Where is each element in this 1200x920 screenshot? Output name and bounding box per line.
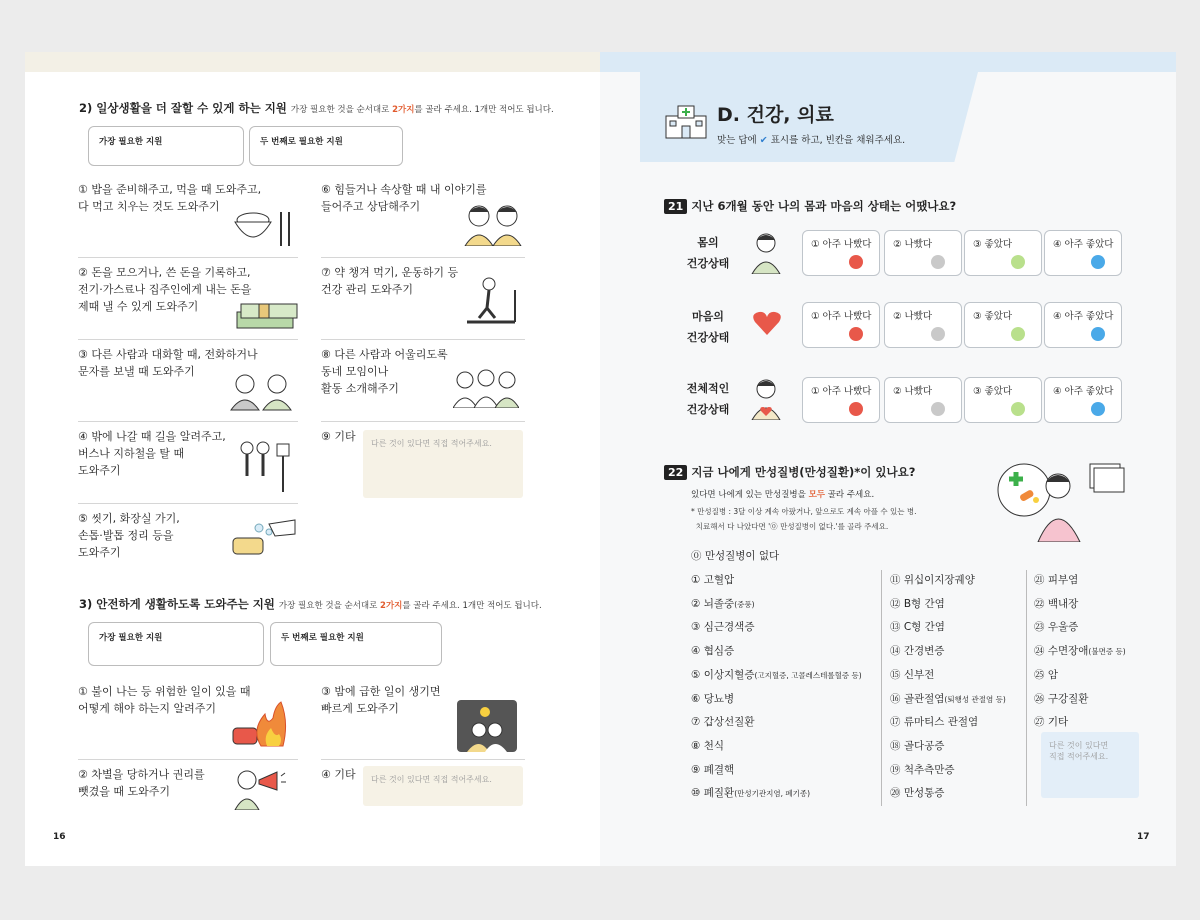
divider: [78, 257, 298, 258]
disease-option[interactable]: ⑯ 골관절염(퇴행성 관절염 등): [890, 692, 1006, 705]
page-number: 17: [1137, 832, 1150, 842]
left-page: [25, 52, 600, 866]
q2-first-choice-box[interactable]: 가장 필요한 지원: [88, 126, 244, 166]
q2-option-3[interactable]: ③ 다른 사람과 대화할 때, 전화하거나 문자를 보낼 때 도와주기: [78, 348, 258, 378]
disease-option[interactable]: ⑳ 만성통증: [890, 787, 945, 800]
person-heart-icon: [750, 378, 782, 420]
health-option-r1-c3[interactable]: [964, 230, 1042, 276]
health-option-r1-c4[interactable]: [1044, 230, 1122, 276]
health-option-r2-c4[interactable]: [1044, 302, 1122, 348]
q22-subtitle: 있다면 나에게 있는 만성질병을 모두 골라 주세요.: [691, 490, 875, 500]
health-option-r2-c2[interactable]: [884, 302, 962, 348]
happy-face-icon: [1091, 402, 1105, 416]
disease-option[interactable]: ⑮ 신부전: [890, 668, 935, 681]
disease-option[interactable]: ① 고혈압: [691, 574, 735, 586]
health-option-r3-c3[interactable]: [964, 377, 1042, 423]
rice-bowl-icon: [231, 206, 297, 250]
top-band: [25, 52, 600, 72]
q2-option-1[interactable]: ① 밥을 준비해주고, 먹을 때 도와주고, 다 먹고 치우는 것도 도와주기: [78, 183, 262, 213]
q2-second-choice-box[interactable]: 두 번째로 필요한 지원: [249, 126, 403, 166]
disease-option[interactable]: ⑥ 당뇨병: [691, 692, 735, 705]
disease-option[interactable]: ㉕ 암: [1034, 668, 1058, 681]
column-divider: [881, 570, 882, 806]
checkmark-icon: ✔: [759, 135, 768, 146]
right-page: [600, 52, 1176, 866]
health-option-r3-c4[interactable]: [1044, 377, 1122, 423]
disease-option[interactable]: ② 뇌졸중(중풍): [691, 597, 755, 610]
disease-option[interactable]: ⑫ B형 간염: [890, 597, 945, 610]
health-option-r1-c2[interactable]: [884, 230, 962, 276]
section-instruction: 맞는 답에 ✔ 표시를 하고, 빈칸을 채워주세요.: [717, 135, 906, 146]
disease-option[interactable]: ⑧ 천식: [691, 739, 725, 752]
option-label: ① 아주 나빴다: [811, 239, 872, 250]
divider: [78, 421, 298, 422]
disease-option[interactable]: ㉓ 우울증: [1034, 621, 1079, 634]
option-label: ④ 아주 좋았다: [1053, 311, 1114, 322]
happy-face-icon: [1091, 327, 1105, 341]
divider: [78, 503, 298, 504]
divider: [321, 759, 525, 760]
q3-etc-input[interactable]: 다른 것이 있다면 직접 적어주세요.: [363, 766, 523, 806]
q3-option-1[interactable]: ① 불이 나는 등 위험한 일이 있을 때 어떻게 해야 하는지 알려주기: [78, 685, 251, 715]
option-label: ② 나빴다: [893, 311, 933, 322]
q2-option-2[interactable]: ② 돈을 모으거나, 쓴 돈을 기록하고, 전기·가스료나 집주인에게 내는 돈을 제때 낼 수 있게 도와주기: [78, 266, 252, 313]
disease-option[interactable]: ㉔ 수면장애(불면증 등): [1034, 645, 1126, 658]
disease-option[interactable]: ⑰ 류마티스 관절염: [890, 716, 979, 729]
disease-option[interactable]: ⑤ 이상지혈증(고지혈증, 고콜레스테롤혈증 등): [691, 668, 862, 681]
disease-option[interactable]: ⑭ 간경변증: [890, 645, 945, 658]
q2-title: 2) 일상생활을 더 잘할 수 있게 하는 지원 가장 필요한 것을 순서대로 2가지를 골라 주세요. 1개만 적어도 됩니다.: [79, 101, 554, 115]
q21-number: 21: [664, 199, 687, 214]
two-people-comfort-icon: [463, 202, 523, 246]
disease-option[interactable]: ⑬ C형 간염: [890, 621, 945, 634]
health-option-r2-c1[interactable]: [802, 302, 880, 348]
row-label-body: 몸의 건강상태: [686, 236, 730, 270]
q22-title: 22 지금 나에게 만성질병(만성질환)*이 있나요?: [664, 464, 915, 480]
q2-option-5[interactable]: ⑤ 씻기, 화장실 가기, 손톱·발톱 정리 등을 도와주기: [78, 512, 180, 559]
heart-icon: [752, 310, 782, 336]
soap-washing-icon: [229, 518, 299, 560]
column-divider: [1026, 570, 1027, 806]
q22-note: * 만성질병 : 3달 이상 계속 아팠거나, 앞으로도 계속 아플 수 있는 병. 치료해서 다 나았다면 '⓪ 만성질병이 없다.'를 골라 주세요.: [691, 507, 917, 531]
happy-face-icon: [1091, 255, 1105, 269]
row-label-mind: 마음의 건강상태: [686, 310, 730, 344]
q3-title: 3) 안전하게 생활하도록 도와주는 지원 가장 필요한 것을 순서대로 2가지를 골라 주세요. 1개만 적어도 됩니다.: [79, 597, 542, 611]
divider: [321, 257, 525, 258]
page-number: 16: [53, 832, 66, 842]
divider: [78, 759, 298, 760]
disease-option[interactable]: ⑱ 골다공증: [890, 739, 945, 752]
row-label-overall: 전체적인 건강상태: [686, 382, 730, 416]
section-title: D. 건강, 의료: [717, 104, 834, 126]
disease-option[interactable]: ⑲ 척추측만증: [890, 763, 955, 776]
option-label: ③ 좋았다: [973, 311, 1013, 322]
top-band: [600, 52, 1176, 72]
q3-first-choice-box[interactable]: 가장 필요한 지원: [88, 622, 264, 666]
disease-option[interactable]: ③ 심근경색증: [691, 621, 755, 634]
q3-option-3[interactable]: ③ 밤에 급한 일이 생기면 빠르게 도와주기: [321, 685, 441, 715]
disease-option[interactable]: ⑩ 폐질환(만성기관지염, 폐기종): [691, 787, 811, 800]
disease-option-0[interactable]: ⓪ 만성질병이 없다: [691, 550, 780, 562]
night-help-icon: [457, 700, 517, 752]
megaphone-person-icon: [233, 768, 287, 810]
disease-option[interactable]: ㉗ 기타: [1034, 716, 1069, 729]
q3-option-4[interactable]: ④ 기타: [321, 768, 356, 781]
two-people-talking-icon: [229, 372, 293, 412]
sad-face-icon: [849, 402, 863, 416]
frown-face-icon: [931, 402, 945, 416]
hospital-icon: [664, 104, 708, 140]
disease-option[interactable]: ⑨ 폐결핵: [691, 763, 735, 776]
frown-face-icon: [931, 327, 945, 341]
q3-second-choice-box[interactable]: 두 번째로 필요한 지원: [270, 622, 442, 666]
option-label: ③ 좋았다: [973, 386, 1013, 397]
divider: [78, 339, 298, 340]
health-option-r3-c2[interactable]: [884, 377, 962, 423]
q2-etc-input[interactable]: 다른 것이 있다면 직접 적어주세요.: [363, 430, 523, 498]
option-label: ① 아주 나빴다: [811, 311, 872, 322]
option-label: ② 나빴다: [893, 239, 933, 250]
q2-option-8[interactable]: ⑧ 다른 사람과 어울리도록 동네 모임이나 활동 소개해주기: [321, 348, 448, 395]
q2-option-6[interactable]: ⑥ 힘들거나 속상할 때 내 이야기를 들어주고 상담해주기: [321, 183, 487, 213]
smile-face-icon: [1011, 402, 1025, 416]
q22-number: 22: [664, 465, 687, 480]
frown-face-icon: [931, 255, 945, 269]
q21-title: 21 지난 6개월 동안 나의 몸과 마음의 상태는 어땠나요?: [664, 198, 956, 214]
disease-option[interactable]: ㉖ 구강질환: [1034, 692, 1089, 705]
disease-option[interactable]: ㉒ 백내장: [1034, 597, 1079, 610]
bus-stop-walking-icon: [235, 440, 293, 494]
sad-face-icon: [849, 255, 863, 269]
option-label: ④ 아주 좋았다: [1053, 239, 1114, 250]
option-label: ① 아주 나빴다: [811, 386, 872, 397]
disease-option[interactable]: ⑦ 갑상선질환: [691, 716, 755, 729]
option-label: ③ 좋았다: [973, 239, 1013, 250]
divider: [321, 421, 525, 422]
sick-person-illustration: [994, 456, 1130, 542]
health-option-r1-c1[interactable]: [802, 230, 880, 276]
smile-face-icon: [1011, 255, 1025, 269]
health-option-r3-c1[interactable]: [802, 377, 880, 423]
disease-option[interactable]: ④ 협심증: [691, 645, 735, 658]
money-stack-icon: [233, 298, 299, 332]
q2-option-4[interactable]: ④ 밖에 나갈 때 길을 알려주고, 버스나 지하철을 탈 때 도와주기: [78, 430, 226, 477]
q3-option-2[interactable]: ② 차별을 당하거나 권리를 뺏겼을 때 도와주기: [78, 768, 205, 798]
fire-alarm-icon: [231, 700, 289, 748]
divider: [321, 339, 525, 340]
three-people-group-icon: [453, 368, 519, 408]
option-label: ④ 아주 좋았다: [1053, 386, 1114, 397]
disease-etc-input[interactable]: 다른 것이 있다면 직접 적어주세요.: [1041, 732, 1139, 798]
treadmill-running-icon: [465, 276, 521, 326]
smile-face-icon: [1011, 327, 1025, 341]
option-label: ② 나빴다: [893, 386, 933, 397]
disease-option[interactable]: ⑪ 위십이지장궤양: [890, 574, 975, 586]
person-icon: [750, 232, 782, 274]
q2-option-9[interactable]: ⑨ 기타: [321, 430, 356, 443]
health-option-r2-c3[interactable]: [964, 302, 1042, 348]
q2-option-7[interactable]: ⑦ 약 챙겨 먹기, 운동하기 등 건강 관리 도와주기: [321, 266, 459, 296]
sad-face-icon: [849, 327, 863, 341]
disease-option[interactable]: ㉑ 피부염: [1034, 574, 1079, 586]
